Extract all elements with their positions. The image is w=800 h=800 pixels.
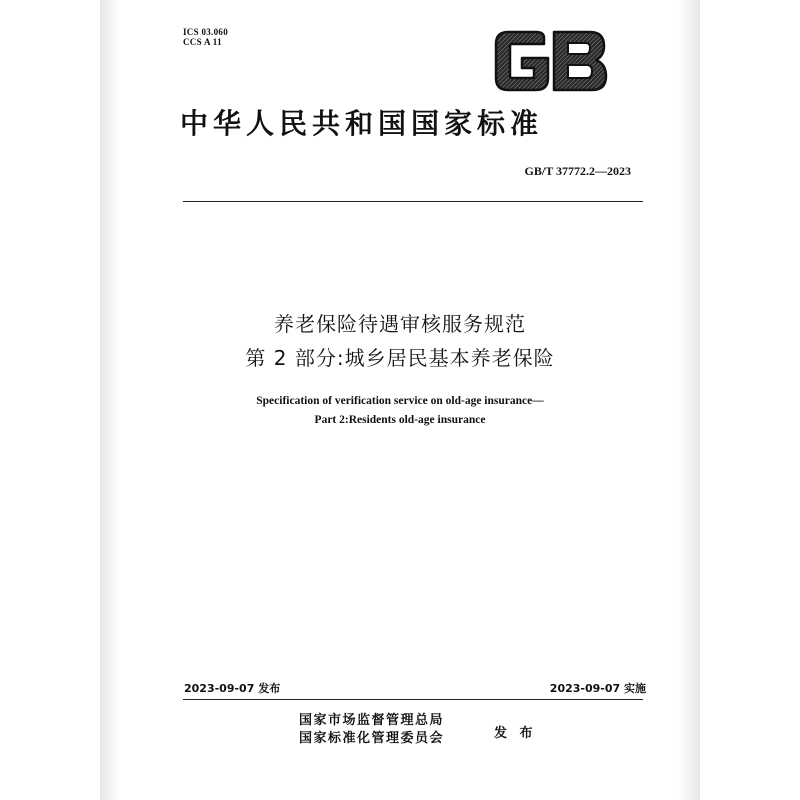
issuer-sac: 国家标准化管理委员会 [299,731,445,746]
bottom-divider [183,699,643,700]
page-shadow-right [678,0,700,800]
english-title-line-1: Specification of verification service on old-age insurance— [256,395,544,407]
implementation-date: 2023-09-07 实施 [549,682,646,695]
classification-codes [183,27,228,47]
issuer-samr: 国家市场监督管理总局 [299,713,445,728]
issue-date: 2023-09-07 发布 [184,682,281,695]
standard-number: GB/T 37772.2—2023 [524,164,631,178]
top-divider [183,201,643,202]
chinese-title-line-1: 养老保险待遇审核服务规范 [274,312,526,336]
standard-category-title: 中华人民共和国国家标准 [180,107,544,140]
gb-logo-icon [492,30,610,92]
ccs-code: CCS A 11 [183,37,222,47]
ics-code: ICS 03.060 [183,27,229,37]
english-title-line-2: Part 2:Residents old-age insurance [314,414,486,426]
publish-label: 发 布 [494,726,537,741]
chinese-title-line-2: 第 2 部分:城乡居民基本养老保险 [245,346,555,370]
page-shadow-left [100,0,120,800]
issuing-authorities [299,712,444,748]
